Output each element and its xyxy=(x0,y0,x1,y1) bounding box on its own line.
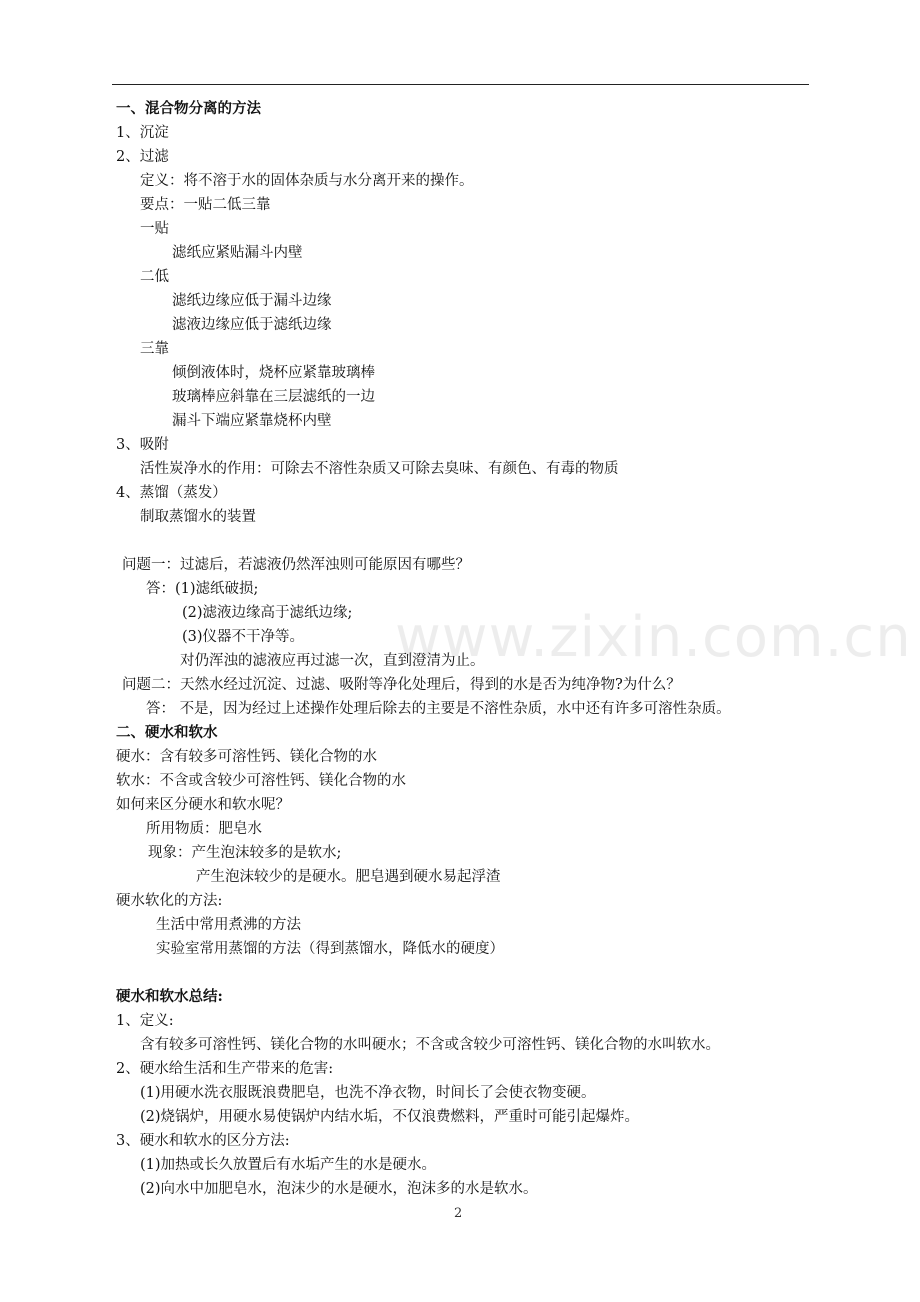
soft-water-definition: 软水：不含或含较少可溶性钙、镁化合物的水 xyxy=(116,773,406,789)
answer-1-line-1: 答：(1)滤纸破损; xyxy=(146,581,259,597)
answer-1-line-4: 对仍浑浊的滤液应再过滤一次，直到澄清为止。 xyxy=(180,653,485,669)
item-2: 2、过滤 xyxy=(116,149,169,165)
one-stick-heading: 一贴 xyxy=(140,221,169,237)
phenomenon-line-2: 产生泡沫较少的是硬水。肥皂遇到硬水易起浮渣 xyxy=(196,869,501,885)
definition-line: 定义：将不溶于水的固体杂质与水分离开来的操作。 xyxy=(140,173,474,189)
item-3: 3、吸附 xyxy=(116,437,169,453)
distill-text: 制取蒸馏水的装置 xyxy=(140,509,256,525)
summary-item-2: 2、硬水给生活和生产带来的危害: xyxy=(116,1061,334,1077)
three-lean-heading: 三靠 xyxy=(140,341,169,357)
hard-water-definition: 硬水：含有较多可溶性钙、镁化合物的水 xyxy=(116,749,377,765)
summary-item-2-line-2: (2)烧锅炉，用硬水易使锅炉内结水垢，不仅浪费燃料，严重时可能引起爆炸。 xyxy=(140,1109,640,1125)
question-2: 问题二：天然水经过沉淀、过滤、吸附等净化处理后，得到的水是否为纯净物?为什么？ xyxy=(122,677,681,693)
section-2-title: 二、硬水和软水 xyxy=(116,724,218,741)
key-points-line: 要点：一贴二低三靠 xyxy=(140,197,271,213)
question-1: 问题一：过滤后，若滤液仍然浑浊则可能原因有哪些？ xyxy=(122,557,470,573)
summary-item-2-line-1: (1)用硬水洗衣服既浪费肥皂，也洗不净衣物，时间长了会使衣物变硬。 xyxy=(140,1085,596,1101)
softening-heading: 硬水软化的方法: xyxy=(116,893,223,909)
summary-item-1-text: 含有较多可溶性钙、镁化合物的水叫硬水；不含或含较少可溶性钙、镁化合物的水叫软水。 xyxy=(140,1037,720,1053)
summary-item-3-line-1: (1)加热或长久放置后有水垢产生的水是硬水。 xyxy=(140,1157,437,1173)
watermark: www.zixin.com.cn xyxy=(395,605,912,670)
summary-title: 硬水和软水总结: xyxy=(116,988,223,1005)
softening-method-2: 实验室常用蒸馏的方法（得到蒸馏水，降低水的硬度） xyxy=(156,941,504,957)
distinguish-question: 如何来区分硬水和软水呢？ xyxy=(116,797,290,813)
three-lean-item-1: 倾倒液体时，烧杯应紧靠玻璃棒 xyxy=(172,365,375,381)
three-lean-item-3: 漏斗下端应紧靠烧杯内壁 xyxy=(172,413,332,429)
two-low-item-2: 滤液边缘应低于滤纸边缘 xyxy=(172,317,332,333)
answer-2: 答： 不是，因为经过上述操作处理后除去的主要是不溶性杂质，水中还有许多可溶性杂质。 xyxy=(146,701,731,717)
item-1: 1、沉淀 xyxy=(116,125,169,141)
softening-method-1: 生活中常用煮沸的方法 xyxy=(156,917,301,933)
three-lean-item-2: 玻璃棒应斜靠在三层滤纸的一边 xyxy=(172,389,375,405)
section-1-title: 一、混合物分离的方法 xyxy=(116,100,261,117)
answer-1-line-2: (2)滤液边缘高于滤纸边缘; xyxy=(182,605,353,621)
substance-used: 所用物质：肥皂水 xyxy=(146,821,262,837)
page-number: 2 xyxy=(454,1206,463,1221)
item-4: 4、蒸馏（蒸发） xyxy=(116,485,227,501)
two-low-item-1: 滤纸边缘应低于漏斗边缘 xyxy=(172,293,332,309)
header-rule xyxy=(112,84,809,85)
answer-1-line-3: (3)仪器不干净等。 xyxy=(182,629,305,645)
adsorb-text: 活性炭净水的作用：可除去不溶性杂质又可除去臭味、有颜色、有毒的物质 xyxy=(140,461,619,477)
summary-item-3: 3、硬水和软水的区分方法: xyxy=(116,1133,290,1149)
summary-item-3-line-2: (2)向水中加肥皂水，泡沫少的水是硬水，泡沫多的水是软水。 xyxy=(140,1181,538,1197)
summary-item-1: 1、定义: xyxy=(116,1013,174,1029)
phenomenon-line-1: 现象：产生泡沫较多的是软水; xyxy=(148,845,342,861)
one-stick-item: 滤纸应紧贴漏斗内壁 xyxy=(172,245,303,261)
two-low-heading: 二低 xyxy=(140,269,169,285)
